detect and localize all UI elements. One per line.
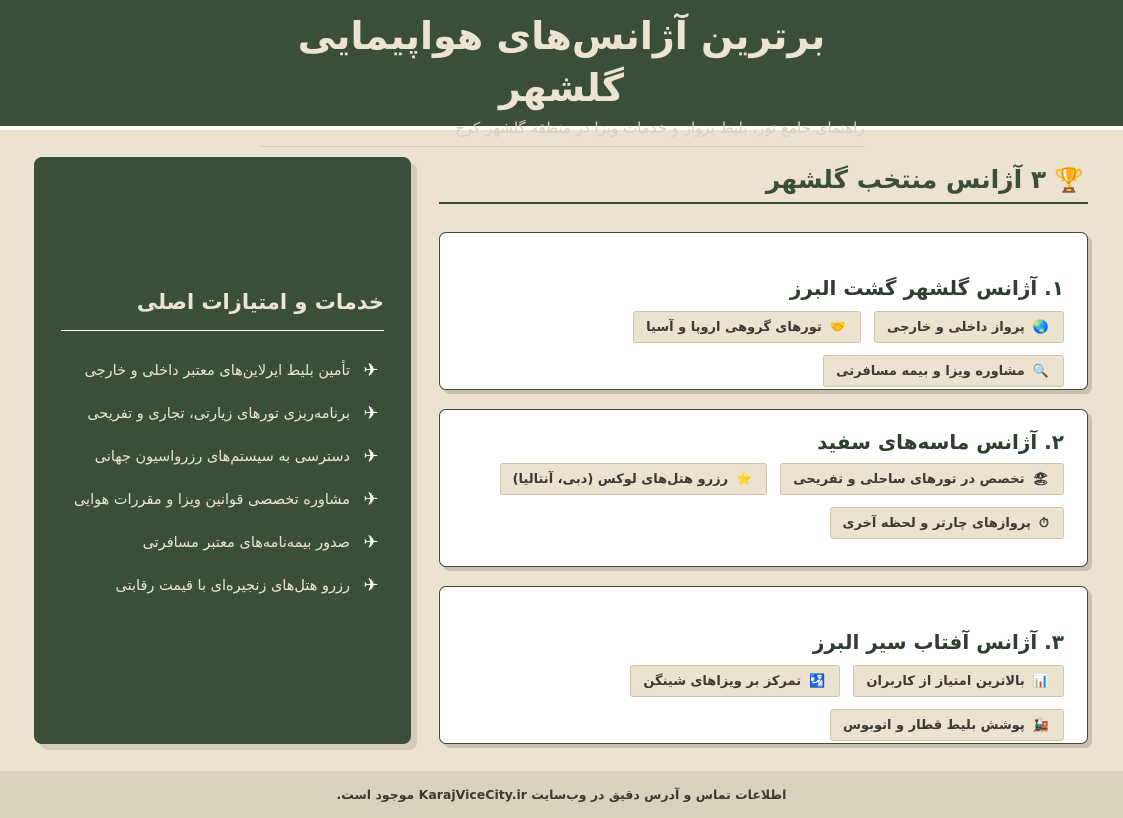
handshake-icon: 🤝	[829, 319, 846, 335]
service-item	[61, 349, 384, 392]
airplane-icon: ✈	[363, 532, 379, 553]
tag-label: پرواز داخلی و خارجی	[886, 319, 1025, 335]
service-label: دسترسی به سیستم‌های رزرواسیون جهانی	[94, 448, 350, 465]
main-content	[0, 130, 1123, 770]
tag-label: مشاوره ویزا و بیمه مسافرتی	[836, 363, 1025, 379]
agency-card-1[interactable]	[439, 232, 1088, 390]
star-icon: ⭐	[736, 471, 753, 487]
service-item	[61, 564, 384, 607]
train-icon: 🚂	[1032, 717, 1049, 733]
agency-tags	[463, 665, 1064, 741]
magnifier-icon: 🔍	[1032, 363, 1049, 379]
tag-label: تورهای گروهی اروپا و آسیا	[646, 319, 822, 335]
agency-title: ۲. آژانس ماسه‌های سفید	[817, 430, 1064, 454]
trophy-icon: 🏆	[1054, 165, 1084, 194]
stopwatch-icon: ⏱	[1038, 515, 1049, 531]
section-heading	[439, 157, 1088, 204]
tag-top-rated	[853, 665, 1064, 697]
bar-chart-icon: 📊	[1032, 673, 1049, 689]
globe-icon: 🌏	[1032, 319, 1049, 335]
tag-label: رزرو هتل‌های لوکس (دبی، آنتالیا)	[512, 471, 729, 487]
service-label: صدور بیمه‌نامه‌های معتبر مسافرتی	[142, 534, 350, 551]
tag-label: پوشش بلیط قطار و اتوبوس	[843, 717, 1025, 733]
airplane-icon: ✈	[363, 403, 379, 424]
service-item	[61, 392, 384, 435]
service-label: تأمین بلیط ایرلاین‌های معتبر داخلی و خارجی	[84, 362, 350, 379]
tag-luxury-hotels	[500, 463, 768, 495]
section-heading-text: ۳ آژانس منتخب گلشهر	[765, 165, 1047, 194]
page-subtitle: راهنمای جامع تور، بلیط پرواز و خدمات ویزا در منطقه گلشهر کرج	[259, 117, 865, 147]
page-header	[0, 0, 1123, 137]
agency-tags	[463, 463, 1064, 539]
agency-title: ۳. آژانس آفتاب سیر البرز	[812, 630, 1064, 654]
service-label: برنامه‌ریزی تورهای زیارتی، تجاری و تفریحی	[87, 405, 350, 422]
service-label: مشاوره تخصصی قوانین ویزا و مقررات هوایی	[73, 491, 350, 508]
agency-tags	[463, 311, 1064, 387]
agency-card-3[interactable]	[439, 586, 1088, 744]
tag-label: پروازهای چارتر و لحظه آخری	[842, 515, 1031, 531]
tag-label: بالاترین امتیاز از کاربران	[866, 673, 1025, 689]
tag-visa-insurance	[823, 355, 1064, 387]
page-title: برترین آژانس‌های هواپیمایی گلشهر	[297, 14, 826, 110]
tag-label: تمرکز بر ویزاهای شینگن	[643, 673, 802, 689]
tag-schengen-visa	[630, 665, 840, 697]
sidebar-title: خدمات و امتیازات اصلی	[61, 290, 384, 331]
service-item	[61, 478, 384, 521]
airplane-icon: ✈	[363, 575, 379, 596]
tag-group-tours	[633, 311, 861, 343]
agency-title: ۱. آژانس گلشهر گشت البرز	[789, 276, 1064, 300]
service-item	[61, 521, 384, 564]
tag-train-bus-tickets	[830, 709, 1064, 741]
tag-charter-flights	[830, 507, 1064, 539]
header-content	[259, 10, 865, 137]
passport-control-icon: 🛂	[809, 673, 826, 689]
agency-listing	[439, 157, 1088, 733]
services-sidebar	[34, 157, 411, 744]
tag-domestic-international-flights	[874, 311, 1064, 343]
services-list	[61, 349, 384, 607]
agency-card-2[interactable]	[439, 409, 1088, 567]
service-label: رزرو هتل‌های زنجیره‌ای با قیمت رقابتی	[115, 577, 350, 594]
footer-text: اطلاعات تماس و آدرس دقیق در وب‌سایت KarajViceCity.ir موجود است.	[336, 787, 787, 802]
beach-umbrella-icon: 🏖	[1032, 471, 1049, 487]
airplane-icon: ✈	[363, 360, 379, 381]
tag-beach-tours	[780, 463, 1064, 495]
airplane-icon: ✈	[363, 446, 379, 467]
page-footer	[0, 771, 1123, 818]
tag-label: تخصص در تورهای ساحلی و تفریحی	[793, 471, 1025, 487]
service-item	[61, 435, 384, 478]
airplane-icon: ✈	[363, 489, 379, 510]
